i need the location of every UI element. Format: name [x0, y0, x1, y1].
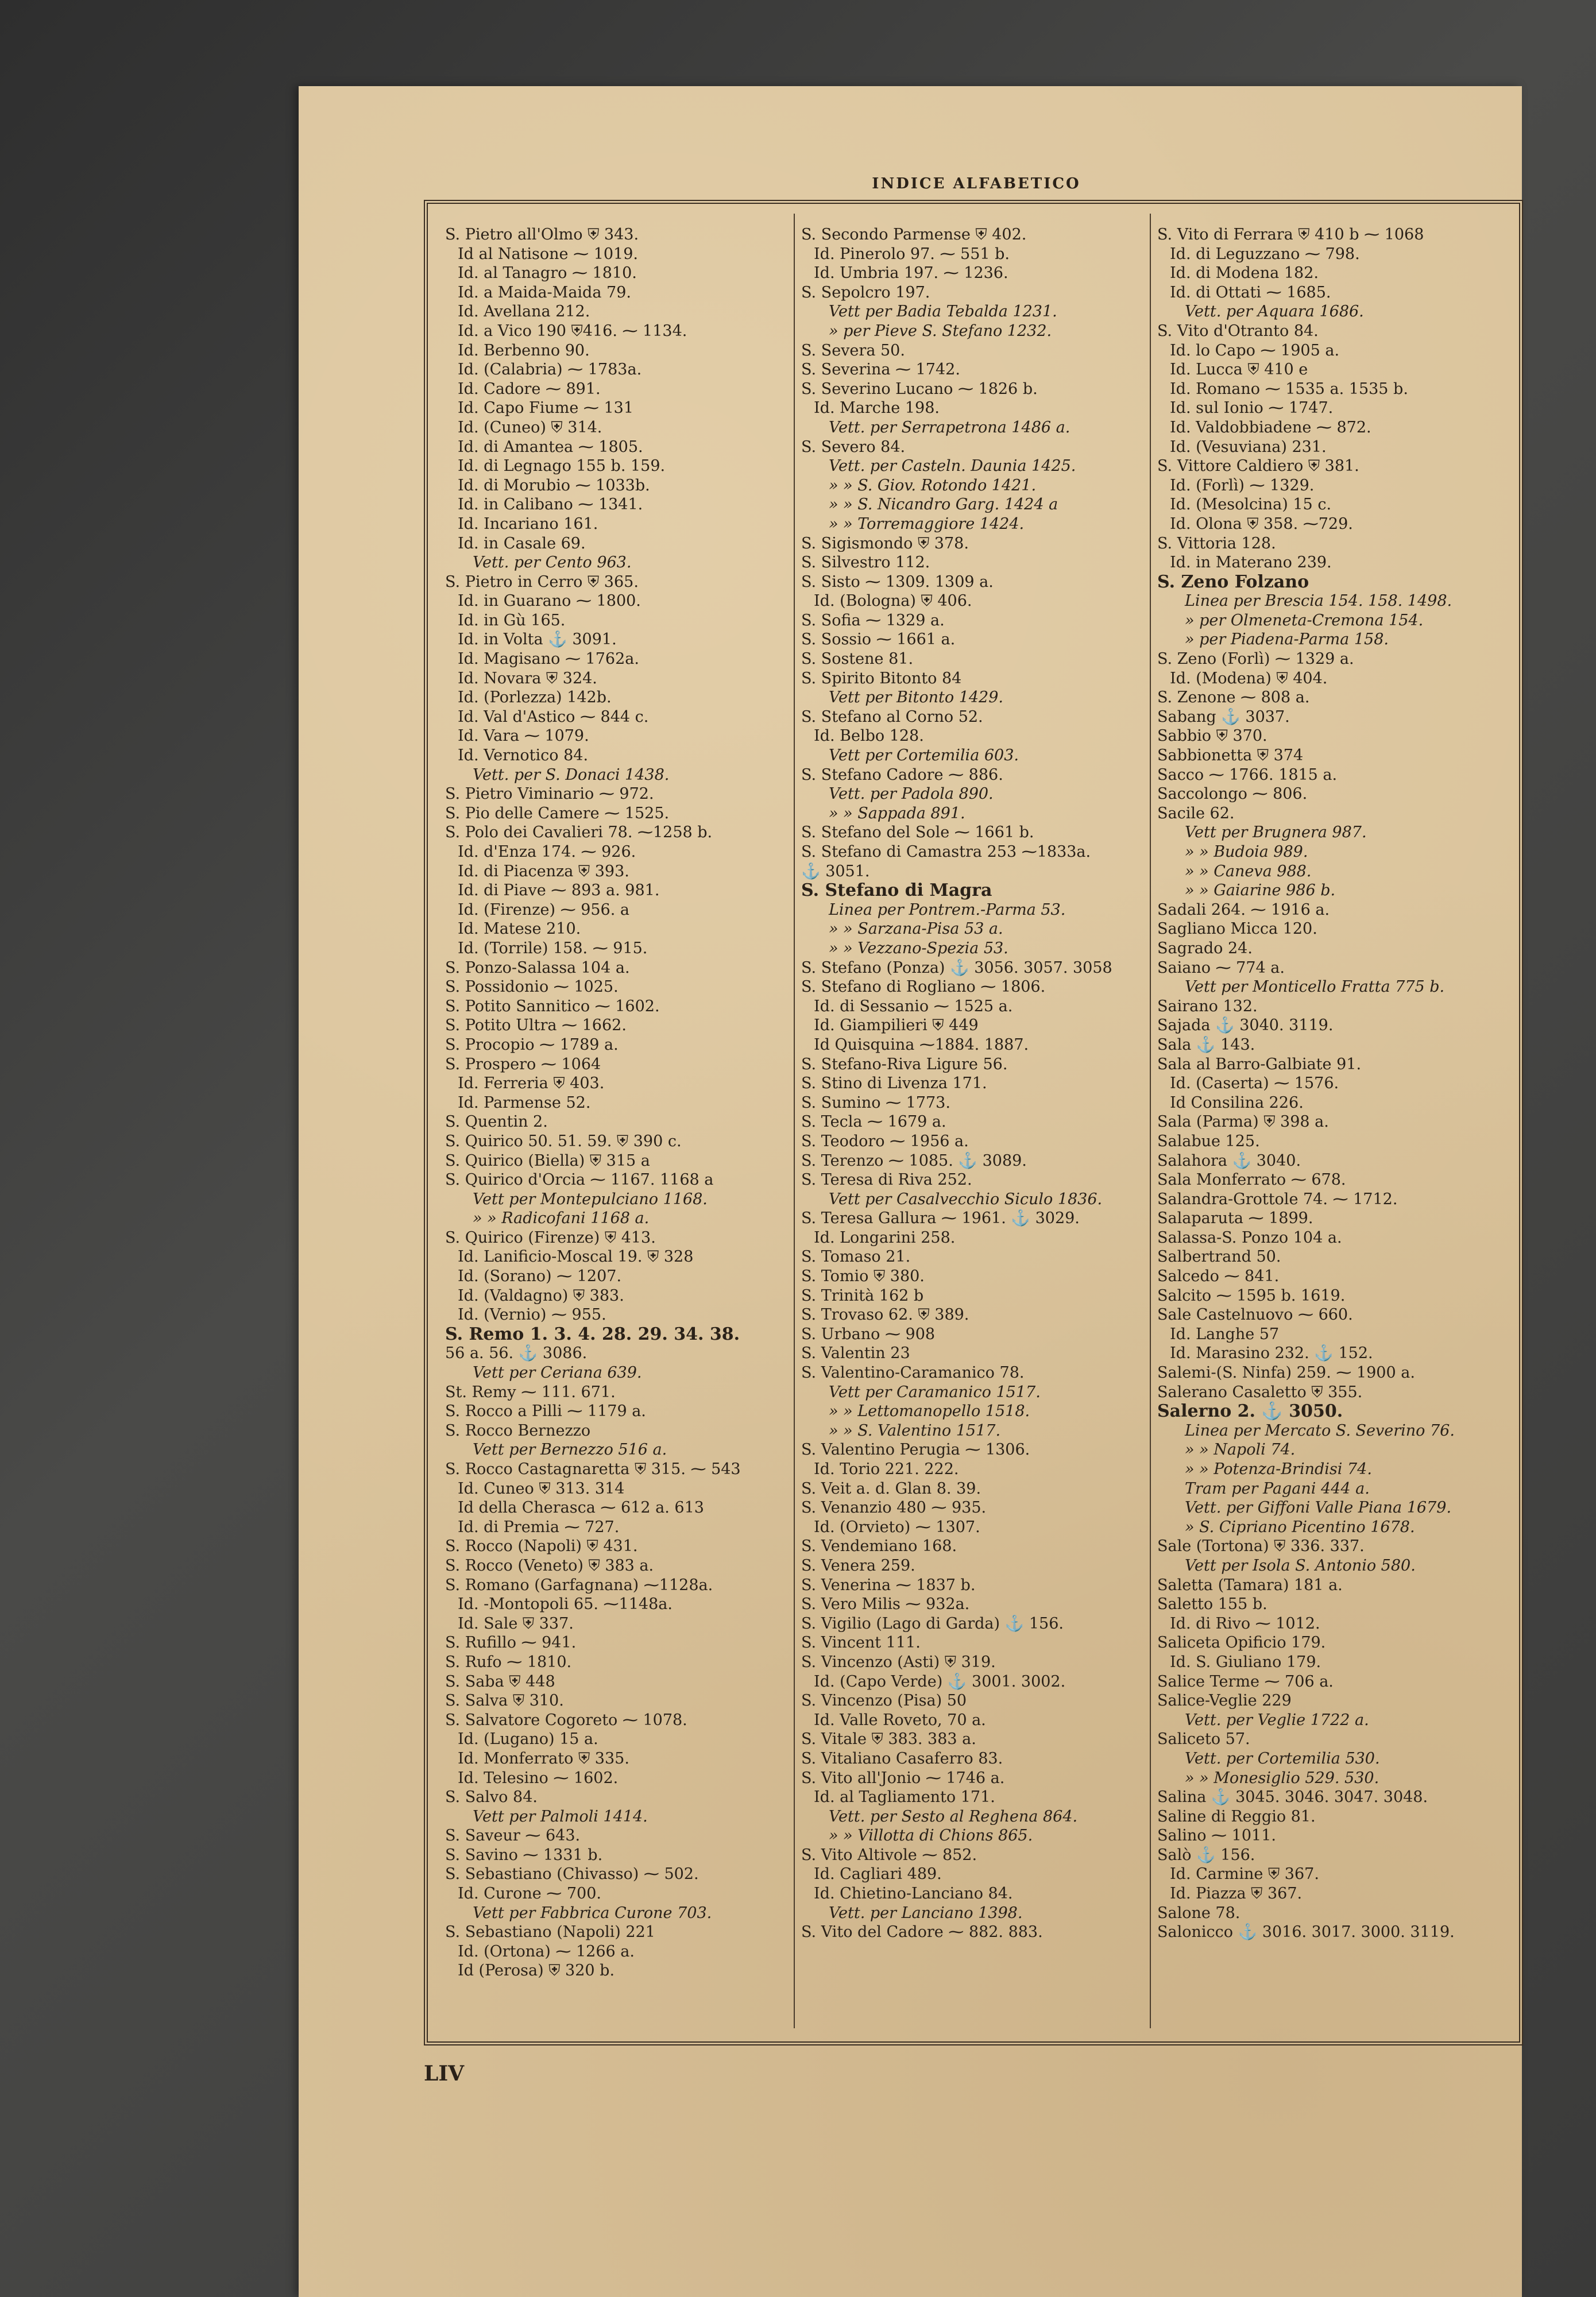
- index-entry: Id. lo Capo ⁓ 1905 a.: [1170, 341, 1340, 359]
- index-entry: Id. (Vernio) ⁓ 955.: [458, 1306, 606, 1324]
- index-entry: St. Remy ⁓ 111. 671.: [445, 1383, 616, 1401]
- index-entry: » » Torremaggiore 1424.: [829, 515, 1025, 533]
- index-entry: S. Severina ⁓ 1742.: [801, 361, 960, 379]
- index-entry: S. Sebastiano (Chivasso) ⁓ 502.: [445, 1865, 699, 1884]
- index-entry: Id. Magisano ⁓ 1762a.: [458, 650, 639, 668]
- index-entry: Id. (Sorano) ⁓ 1207.: [458, 1267, 622, 1286]
- index-entry: » » Villotta di Chions 865.: [829, 1827, 1033, 1845]
- index-entry: S. Teresa di Riva 252.: [801, 1171, 972, 1189]
- index-entry: Id. Belbo 128.: [814, 727, 924, 745]
- index-column-1: [445, 225, 790, 2045]
- index-entry: Linea per Brescia 154. 158. 1498.: [1185, 592, 1452, 610]
- index-entry: S. Stefano (Ponza) ⚓ 3056. 3057. 3058: [801, 958, 1112, 977]
- index-entry: S. Sisto ⁓ 1309. 1309 a.: [801, 573, 994, 591]
- index-entry: Vett. per Veglie 1722 a.: [1185, 1711, 1369, 1729]
- index-entry: S. Quirico (Firenze) ⛨ 413.: [445, 1228, 656, 1247]
- index-entry: Id. di Amantea ⁓ 1805.: [458, 438, 643, 456]
- index-entry: Id. Vernotico 84.: [458, 747, 589, 765]
- index-entry: Id. Cagliari 489.: [814, 1865, 942, 1884]
- index-entry: » per Piadena-Parma 158.: [1185, 631, 1389, 649]
- index-entry: ⚓ 3051.: [801, 862, 870, 880]
- index-entry: » » Napoli 74.: [1185, 1441, 1296, 1459]
- index-entry: Salerano Casaletto ⛨ 355.: [1157, 1383, 1363, 1401]
- index-entry: Vett per Badia Tebalda 1231.: [829, 303, 1057, 321]
- index-entry: Salice Terme ⁓ 706 a.: [1157, 1672, 1334, 1691]
- index-entry: Id. Romano ⁓ 1535 a. 1535 b.: [1170, 380, 1408, 398]
- index-entry: S. Teresa Gallura ⁓ 1961. ⚓ 3029.: [801, 1209, 1080, 1228]
- index-entry: Id. di Morubio ⁓ 1033b.: [458, 476, 650, 494]
- index-entry: S. Vito del Cadore ⁓ 882. 883.: [801, 1923, 1043, 1942]
- index-entry: Id. (Capo Verde) ⚓ 3001. 3002.: [814, 1672, 1066, 1691]
- index-entry: 56 a. 56. ⚓ 3086.: [445, 1344, 588, 1363]
- index-entry: Sala Monferrato ⁓ 678.: [1157, 1171, 1346, 1189]
- index-entry: Id. Olona ⛨ 358. ⁓729.: [1170, 515, 1353, 533]
- index-entry: S. Severo 84.: [801, 438, 906, 456]
- index-entry: S. Potito Ultra ⁓ 1662.: [445, 1016, 627, 1035]
- index-entry: S. Prospero ⁓ 1064: [445, 1055, 601, 1073]
- index-entry: Vett. per Cento 963.: [473, 554, 632, 572]
- index-entry: » » S. Valentino 1517.: [829, 1421, 1001, 1440]
- index-entry: Vett. per Padola 890.: [829, 785, 994, 803]
- index-entry: Sale Castelnuovo ⁓ 660.: [1157, 1306, 1353, 1324]
- index-entry: S. Tomio ⛨ 380.: [801, 1267, 925, 1286]
- index-entry: S. Zeno Folzano: [1157, 571, 1309, 592]
- index-entry: » » Potenza-Brindisi 74.: [1185, 1460, 1372, 1478]
- index-entry: S. Salvo 84.: [445, 1788, 538, 1807]
- index-entry: S. Rocco (Veneto) ⛨ 383 a.: [445, 1556, 654, 1575]
- index-entry: S. Procopio ⁓ 1789 a.: [445, 1035, 619, 1054]
- index-entry: Sabang ⚓ 3037.: [1157, 707, 1290, 726]
- index-entry: » per Olmeneta-Cremona 154.: [1185, 611, 1424, 629]
- index-entry: Id. (Cuneo) ⛨ 314.: [458, 418, 602, 436]
- index-entry: S. Rocco (Napoli) ⛨ 431.: [445, 1537, 638, 1556]
- index-entry: Vett per Caramanico 1517.: [829, 1383, 1041, 1401]
- index-entry: S. Rocco a Pilli ⁓ 1179 a.: [445, 1402, 646, 1421]
- index-entry: Vett per Bitonto 1429.: [829, 689, 1003, 707]
- index-entry: Sala (Parma) ⛨ 398 a.: [1157, 1113, 1329, 1131]
- index-entry: Salice-Veglie 229: [1157, 1692, 1292, 1710]
- index-entry: » per Pieve S. Stefano 1232.: [829, 322, 1052, 340]
- index-entry: Salò ⚓ 156.: [1157, 1846, 1255, 1864]
- index-entry: Sacco ⁓ 1766. 1815 a.: [1157, 765, 1338, 784]
- index-entry: Id. Lanificio-Moscal 19. ⛨ 328: [458, 1248, 694, 1266]
- index-entry: Saliceta Opificio 179.: [1157, 1634, 1326, 1652]
- index-entry: Id. Chietino-Lanciano 84.: [814, 1885, 1013, 1903]
- index-entry: S. Tecla ⁓ 1679 a.: [801, 1113, 946, 1131]
- index-entry: » S. Cipriano Picentino 1678.: [1185, 1518, 1415, 1536]
- index-entry: Id. Capo Fiume ⁓ 131: [458, 399, 634, 417]
- index-entry: Id. Avellana 212.: [458, 303, 590, 321]
- index-entry: S. Valentino Perugia ⁓ 1306.: [801, 1441, 1030, 1459]
- index-entry: S. Rocco Castagnaretta ⛨ 315. ⁓ 543: [445, 1460, 741, 1478]
- page-number: LIV: [424, 2062, 465, 2086]
- index-entry: Salerno 2. ⚓ 3050.: [1157, 1401, 1343, 1422]
- index-entry: Id. Carmine ⛨ 367.: [1170, 1865, 1319, 1884]
- index-entry: S. Pio delle Camere ⁓ 1525.: [445, 804, 670, 822]
- index-entry: Id. (Ortona) ⁓ 1266 a.: [458, 1942, 635, 1960]
- index-entry: Linea per Pontrem.-Parma 53.: [829, 900, 1066, 919]
- index-entry: Id. Telesino ⁓ 1602.: [458, 1769, 619, 1787]
- index-entry: Salbertrand 50.: [1157, 1248, 1281, 1266]
- index-entry: S. Sostene 81.: [801, 650, 914, 668]
- index-entry: S. Valentino-Caramanico 78.: [801, 1364, 1025, 1382]
- index-entry: Id. Langhe 57: [1170, 1325, 1280, 1343]
- index-entry: S. Vitaliano Casaferro 83.: [801, 1749, 1003, 1768]
- index-entry: Id. in Casale 69.: [458, 534, 586, 552]
- index-entry: Id. Parmense 52.: [458, 1093, 591, 1112]
- index-entry: Sajada ⚓ 3040. 3119.: [1157, 1016, 1334, 1035]
- index-entry: Id. Piazza ⛨ 367.: [1170, 1885, 1303, 1903]
- index-entry: S. Rufillo ⁓ 941.: [445, 1634, 577, 1652]
- index-entry: Id. Incariano 161.: [458, 515, 598, 533]
- index-entry: » » Gaiarine 986 b.: [1185, 881, 1336, 900]
- index-entry: S. Potito Sannitico ⁓ 1602.: [445, 997, 660, 1015]
- index-entry: Id. S. Giuliano 179.: [1170, 1653, 1321, 1671]
- index-entry: S. Quirico 50. 51. 59. ⛨ 390 c.: [445, 1132, 682, 1150]
- index-entry: Id. (Mesolcina) 15 c.: [1170, 496, 1332, 514]
- index-entry: S. Sebastiano (Napoli) 221: [445, 1923, 655, 1942]
- index-entry: Tram per Pagani 444 a.: [1185, 1479, 1370, 1498]
- index-entry: S. Vincenzo (Asti) ⛨ 319.: [801, 1653, 996, 1671]
- index-entry: Sadali 264. ⁓ 1916 a.: [1157, 900, 1330, 919]
- index-entry: S. Vincent 111.: [801, 1634, 921, 1652]
- index-entry: S. Vitale ⛨ 383. 383 a.: [801, 1730, 976, 1749]
- index-entry: Vett per Cortemilia 603.: [829, 747, 1019, 765]
- index-entry: Id. (Modena) ⛨ 404.: [1170, 669, 1328, 687]
- index-entry: Id. (Valdagno) ⛨ 383.: [458, 1286, 624, 1305]
- index-entry: S. Vito Altivole ⁓ 852.: [801, 1846, 977, 1864]
- index-entry: Sairano 132.: [1157, 997, 1258, 1015]
- index-entry: S. Sossio ⁓ 1661 a.: [801, 631, 956, 649]
- index-entry: Id. Val d'Astico ⁓ 844 c.: [458, 707, 649, 726]
- index-entry: S. Rufo ⁓ 1810.: [445, 1653, 572, 1671]
- index-entry: Id. sul Ionio ⁓ 1747.: [1170, 399, 1334, 417]
- index-entry: Saliceto 57.: [1157, 1730, 1250, 1749]
- index-entry: S. Vincenzo (Pisa) 50: [801, 1692, 967, 1710]
- index-entry: Id della Cherasca ⁓ 612 a. 613: [458, 1499, 704, 1517]
- index-entry: S. Ponzo-Salassa 104 a.: [445, 958, 630, 977]
- index-entry: S. Vito di Ferrara ⛨ 410 b ⁓ 1068: [1157, 226, 1424, 243]
- column-divider: [1150, 214, 1151, 2028]
- index-entry: Id Quisquina ⁓1884. 1887.: [814, 1035, 1029, 1054]
- index-entry: Vett per Casalvecchio Siculo 1836.: [829, 1190, 1103, 1208]
- index-entry: S. Romano (Garfagnana) ⁓1128a.: [445, 1576, 713, 1594]
- index-entry: S. Secondo Parmense ⛨ 402.: [801, 226, 1027, 243]
- index-entry: » » Budoia 989.: [1185, 843, 1308, 861]
- index-entry: S. Salvatore Cogoreto ⁓ 1078.: [445, 1711, 687, 1729]
- index-entry: Id. Pinerolo 97. ⁓ 551 b.: [814, 245, 1010, 263]
- index-entry: S. Vito all'Jonio ⁓ 1746 a.: [801, 1769, 1005, 1787]
- index-entry: S. Venerina ⁓ 1837 b.: [801, 1576, 976, 1594]
- index-entry: S. Vero Milis ⁓ 932a.: [801, 1595, 970, 1614]
- index-entry: S. Zeno (Forlì) ⁓ 1329 a.: [1157, 650, 1354, 668]
- index-column-2: [801, 225, 1146, 2045]
- index-entry: Id. di Premia ⁓ 727.: [458, 1518, 620, 1536]
- index-entry: S. Pietro Viminario ⁓ 972.: [445, 785, 654, 803]
- index-entry: Id. in Volta ⚓ 3091.: [458, 631, 617, 649]
- index-entry: Sagrado 24.: [1157, 939, 1253, 957]
- index-entry: Vett. per Giffoni Valle Piana 1679.: [1185, 1499, 1452, 1517]
- index-entry: S. Stino di Livenza 171.: [801, 1074, 987, 1093]
- index-entry: Sabbio ⛨ 370.: [1157, 727, 1267, 745]
- index-entry: S. Possidonio ⁓ 1025.: [445, 978, 619, 996]
- index-entry: » » Caneva 988.: [1185, 862, 1312, 880]
- index-entry: Salaparuta ⁓ 1899.: [1157, 1209, 1313, 1228]
- index-entry: Saletta (Tamara) 181 a.: [1157, 1576, 1343, 1594]
- index-entry: S. Vigilio (Lago di Garda) ⚓ 156.: [801, 1614, 1064, 1633]
- index-entry: Id. (Lugano) 15 a.: [458, 1730, 598, 1749]
- index-entry: Id al Natisone ⁓ 1019.: [458, 245, 638, 263]
- index-entry: Vett per Ceriana 639.: [473, 1364, 642, 1382]
- index-entry: S. Stefano di Rogliano ⁓ 1806.: [801, 978, 1046, 996]
- index-entry: Id. Marasino 232. ⚓ 152.: [1170, 1344, 1373, 1363]
- index-entry: S. Sumino ⁓ 1773.: [801, 1093, 950, 1112]
- index-entry: S. Stefano del Sole ⁓ 1661 b.: [801, 823, 1034, 842]
- index-entry: Id. Cuneo ⛨ 313. 314: [458, 1479, 625, 1498]
- index-entry: Id. di Legnago 155 b. 159.: [458, 457, 666, 475]
- index-entry: S. Zenone ⁓ 808 a.: [1157, 689, 1310, 707]
- index-entry: Id. (Firenze) ⁓ 956. a: [458, 900, 629, 919]
- index-entry: Salahora ⚓ 3040.: [1157, 1151, 1301, 1170]
- index-entry: » » Sarzana-Pisa 53 a.: [829, 920, 1003, 938]
- index-entry: » » Radicofani 1168 a.: [473, 1209, 650, 1228]
- index-entry: Id. (Bologna) ⛨ 406.: [814, 592, 972, 610]
- index-entry: S. Valentin 23: [801, 1344, 910, 1363]
- index-entry: Vett. per Cortemilia 530.: [1185, 1749, 1380, 1768]
- index-entry: » » Monesiglio 529. 530.: [1185, 1769, 1379, 1787]
- index-entry: S. Quentin 2.: [445, 1113, 548, 1131]
- index-entry: S. Stefano-Riva Ligure 56.: [801, 1055, 1008, 1073]
- index-entry: Id. al Tanagro ⁓ 1810.: [458, 264, 637, 283]
- index-entry: Id. Valle Roveto, 70 a.: [814, 1711, 986, 1729]
- index-entry: Salabue 125.: [1157, 1132, 1260, 1150]
- index-entry: » » Lettomanopello 1518.: [829, 1402, 1030, 1421]
- index-entry: Vett per Montepulciano 1168.: [473, 1190, 708, 1208]
- index-entry: S. Stefano di Camastra 253 ⁓1833a.: [801, 843, 1091, 861]
- index-entry: S. Severa 50.: [801, 341, 905, 359]
- index-entry: S. Quirico d'Orcia ⁓ 1167. 1168 a: [445, 1171, 714, 1189]
- index-entry: Vett. per Aquara 1686.: [1185, 303, 1364, 321]
- index-entry: S. Spirito Bitonto 84: [801, 669, 962, 687]
- index-entry: S. Stefano Cadore ⁓ 886.: [801, 765, 1003, 784]
- index-entry: S. Venera 259.: [801, 1556, 915, 1575]
- index-entry: Id. Curone ⁓ 700.: [458, 1885, 601, 1903]
- index-entry: Linea per Mercato S. Severino 76.: [1185, 1421, 1455, 1440]
- index-entry: Salcito ⁓ 1595 b. 1619.: [1157, 1286, 1346, 1305]
- index-entry: Id. Lucca ⛨ 410 e: [1170, 361, 1308, 379]
- index-entry: Id. di Leguzzano ⁓ 798.: [1170, 245, 1360, 263]
- index-entry: Saletto 155 b.: [1157, 1595, 1267, 1614]
- index-entry: Saiano ⁓ 774 a.: [1157, 958, 1285, 977]
- index-entry: S. Quirico (Biella) ⛨ 315 a: [445, 1151, 650, 1170]
- index-entry: S. Trinità 162 b: [801, 1286, 924, 1305]
- index-entry: Id. a Maida-Maida 79.: [458, 283, 631, 301]
- index-entry: Id. Berbenno 90.: [458, 341, 590, 359]
- index-entry: Vett per Fabbrica Curone 703.: [473, 1904, 712, 1922]
- index-entry: Saline di Reggio 81.: [1157, 1807, 1316, 1826]
- index-entry: Salassa-S. Ponzo 104 a.: [1157, 1228, 1342, 1247]
- index-entry: Id Consilina 226.: [1170, 1093, 1304, 1112]
- index-entry: S. Polo dei Cavalieri 78. ⁓1258 b.: [445, 823, 713, 842]
- index-entry: Salemi-(S. Ninfa) 259. ⁓ 1900 a.: [1157, 1364, 1415, 1382]
- index-entry: Id. di Piacenza ⛨ 393.: [458, 862, 629, 880]
- index-entry: Id. Umbria 197. ⁓ 1236.: [814, 264, 1008, 283]
- index-entry: Id. in Materano 239.: [1170, 554, 1332, 572]
- index-entry: Id. Vara ⁓ 1079.: [458, 727, 589, 745]
- index-entry: Vett. per Sesto al Reghena 864.: [829, 1807, 1078, 1826]
- index-column-3: [1157, 225, 1502, 2045]
- index-entry: S. Sepolcro 197.: [801, 283, 930, 301]
- index-entry: Id. Matese 210.: [458, 920, 581, 938]
- index-entry: » » Vezzano-Spezia 53.: [829, 939, 1008, 957]
- index-entry: Id. d'Enza 174. ⁓ 926.: [458, 843, 636, 861]
- index-entry: Salandra-Grottole 74. ⁓ 1712.: [1157, 1190, 1398, 1208]
- index-entry: » » S. Nicandro Garg. 1424 a: [829, 496, 1058, 514]
- index-entry: S. Stefano di Magra: [801, 880, 992, 901]
- index-entry: Id. di Sessanio ⁓ 1525 a.: [814, 997, 1013, 1015]
- page-header: INDICE ALFABETICO: [872, 175, 1081, 192]
- index-entry: Sagliano Micca 120.: [1157, 920, 1317, 938]
- index-entry: Vett per Palmoli 1414.: [473, 1807, 648, 1826]
- index-entry: Salonicco ⚓ 3016. 3017. 3000. 3119.: [1157, 1923, 1455, 1942]
- index-entry: S. Teodoro ⁓ 1956 a.: [801, 1132, 969, 1150]
- index-entry: S. Stefano al Corno 52.: [801, 707, 983, 726]
- column-divider: [794, 214, 795, 2028]
- index-entry: Id. in Gù 165.: [458, 611, 566, 629]
- index-entry: S. Pietro in Cerro ⛨ 365.: [445, 573, 639, 591]
- index-entry: Salino ⁓ 1011.: [1157, 1827, 1276, 1845]
- index-entry: Vett per Monticello Fratta 775 b.: [1185, 978, 1445, 996]
- index-entry: Vett. per Lanciano 1398.: [829, 1904, 1023, 1922]
- index-entry: Id. Novara ⛨ 324.: [458, 669, 597, 687]
- index-entry: S. Venanzio 480 ⁓ 935.: [801, 1499, 987, 1517]
- index-entry: Sabbionetta ⛨ 374: [1157, 747, 1304, 765]
- index-entry: Id. di Rivo ⁓ 1012.: [1170, 1614, 1320, 1633]
- index-entry: Id. (Vesuviana) 231.: [1170, 438, 1327, 456]
- index-entry: Vett. per S. Donaci 1438.: [473, 765, 670, 784]
- index-entry: S. Sofia ⁓ 1329 a.: [801, 611, 945, 629]
- index-entry: S. Saba ⛨ 448: [445, 1672, 555, 1691]
- index-entry: S. Urbano ⁓ 908: [801, 1325, 936, 1343]
- index-entry: S. Vittoria 128.: [1157, 534, 1276, 552]
- index-entry: Sala al Barro-Galbiate 91.: [1157, 1055, 1362, 1073]
- index-entry: Id. Marche 198.: [814, 399, 940, 417]
- index-entry: Vett per Bernezzo 516 a.: [473, 1441, 667, 1459]
- index-entry: Id. Torio 221. 222.: [814, 1460, 959, 1478]
- index-entry: Salina ⚓ 3045. 3046. 3047. 3048.: [1157, 1788, 1428, 1807]
- index-entry: S. Vittore Caldiero ⛨ 381.: [1157, 457, 1359, 475]
- index-entry: Id. in Calibano ⁓ 1341.: [458, 496, 643, 514]
- index-entry: Id. Longarini 258.: [814, 1228, 956, 1247]
- index-entry: Id. Monferrato ⛨ 335.: [458, 1749, 629, 1768]
- index-entry: » » Sappada 891.: [829, 804, 965, 822]
- index-entry: S. Tomaso 21.: [801, 1248, 911, 1266]
- index-entry: Vett. per Serrapetrona 1486 a.: [829, 418, 1071, 436]
- index-entry: S. Saveur ⁓ 643.: [445, 1827, 581, 1845]
- index-entry: S. Salva ⛨ 310.: [445, 1692, 564, 1710]
- index-entry: Salone 78.: [1157, 1904, 1241, 1922]
- index-entry: Id. in Guarano ⁓ 1800.: [458, 592, 641, 610]
- index-entry: Vett per Isola S. Antonio 580.: [1185, 1556, 1416, 1575]
- index-entry: Salcedo ⁓ 841.: [1157, 1267, 1280, 1286]
- index-entry: Id. Valdobbiadene ⁓ 872.: [1170, 418, 1371, 436]
- index-entry: S. Severino Lucano ⁓ 1826 b.: [801, 380, 1038, 398]
- index-entry: Id. (Porlezza) 142b.: [458, 689, 612, 707]
- index-entry: Id. Ferreria ⛨ 403.: [458, 1074, 605, 1093]
- index-entry: S. Rocco Bernezzo: [445, 1421, 591, 1440]
- index-entry: S. Vendemiano 168.: [801, 1537, 957, 1556]
- index-entry: Id. (Torrile) 158. ⁓ 915.: [458, 939, 648, 957]
- index-entry: S. Silvestro 112.: [801, 554, 930, 572]
- index-entry: Id. al Tagliamento 171.: [814, 1788, 995, 1807]
- index-entry: Id. (Calabria) ⁓ 1783a.: [458, 361, 642, 379]
- index-entry: Saccolongo ⁓ 806.: [1157, 785, 1308, 803]
- index-entry: S. Terenzo ⁓ 1085. ⚓ 3089.: [801, 1151, 1027, 1170]
- index-entry: Sale (Tortona) ⛨ 336. 337.: [1157, 1537, 1365, 1556]
- index-entry: Id. Sale ⛨ 337.: [458, 1614, 574, 1633]
- index-entry: S. Sigismondo ⛨ 378.: [801, 534, 969, 552]
- index-entry: Vett. per Casteln. Daunia 1425.: [829, 457, 1076, 475]
- index-entry: Sala ⚓ 143.: [1157, 1035, 1255, 1054]
- index-entry: S. Vito d'Otranto 84.: [1157, 322, 1319, 340]
- index-entry: » » S. Giov. Rotondo 1421.: [829, 476, 1037, 494]
- index-entry: Id. di Piave ⁓ 893 a. 981.: [458, 881, 660, 900]
- index-entry: Sacile 62.: [1157, 804, 1235, 822]
- index-entry: Id (Perosa) ⛨ 320 b.: [458, 1962, 615, 1980]
- index-entry: Id. -Montopoli 65. ⁓1148a.: [458, 1595, 673, 1614]
- index-entry: Id. (Forlì) ⁓ 1329.: [1170, 476, 1315, 494]
- index-entry: S. Pietro all'Olmo ⛨ 343.: [445, 226, 639, 243]
- index-entry: S. Savino ⁓ 1331 b.: [445, 1846, 603, 1864]
- index-entry: Id. Cadore ⁓ 891.: [458, 380, 601, 398]
- index-entry: S. Veit a. d. Glan 8. 39.: [801, 1479, 981, 1498]
- index-entry: Id. di Ottati ⁓ 1685.: [1170, 283, 1331, 301]
- index-entry: Id. di Modena 182.: [1170, 264, 1319, 283]
- index-entry: Id. Giampilieri ⛨ 449: [814, 1016, 979, 1035]
- index-entry: Id. (Orvieto) ⁓ 1307.: [814, 1518, 980, 1536]
- index-entry: S. Remo 1. 3. 4. 28. 29. 34. 38.: [445, 1324, 740, 1344]
- index-entry: S. Trovaso 62. ⛨ 389.: [801, 1306, 969, 1324]
- index-entry: Id. (Caserta) ⁓ 1576.: [1170, 1074, 1339, 1093]
- index-entry: Id. a Vico 190 ⛨416. ⁓ 1134.: [458, 322, 687, 340]
- index-entry: Vett per Brugnera 987.: [1185, 823, 1367, 842]
